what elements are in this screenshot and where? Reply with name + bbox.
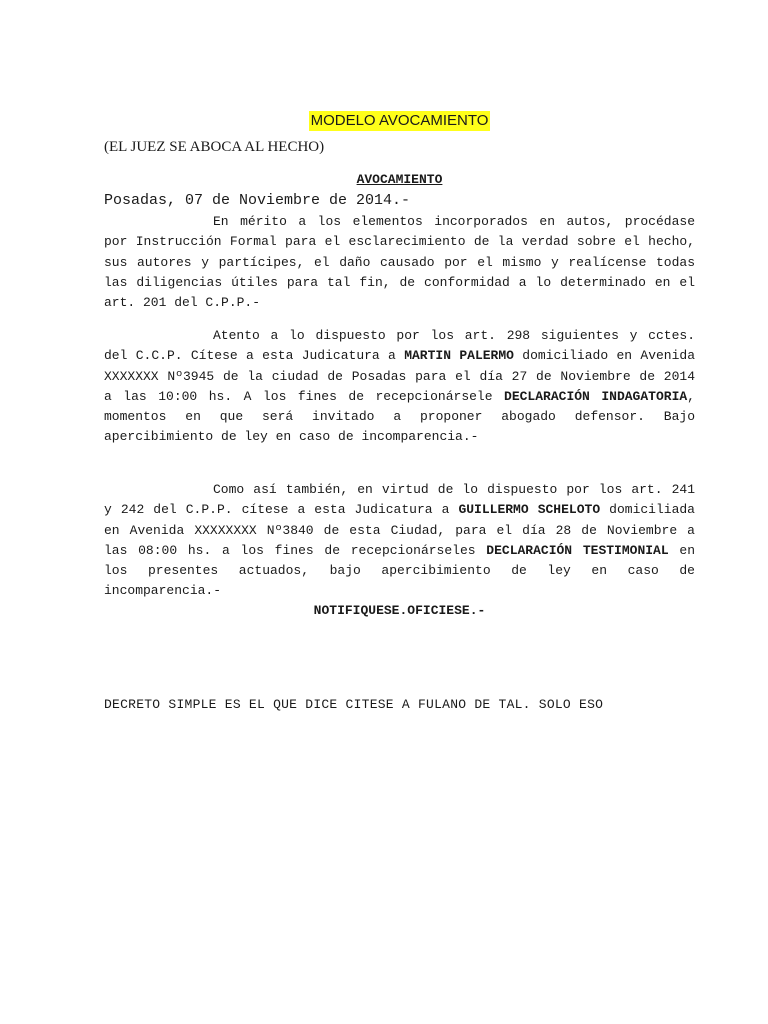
document-subtitle: (EL JUEZ SE ABOCA AL HECHO) bbox=[104, 139, 325, 155]
paragraph-3-text-1: Como así también, en virtud de lo dispuesto por los art. 241 y 242 del C.P.P. cítese a esta Judicatura a bbox=[104, 482, 695, 518]
paragraph-1: En mérito a los elementos incorporados en autos, procédase por Instrucción Formal para el esclarecimiento de la verdad sobre el hecho, sus autores y partícipes, el daño causado por el mismo y realícense todas las diligencias útiles para tal fin, de conformidad a lo determinado en el art. 201 del C.P.P.- bbox=[104, 214, 695, 310]
paragraph-3 bbox=[104, 480, 695, 602]
paragraph-3-text-3: en los presentes actuados, bajo apercibimiento de ley en caso de incomparencia.- bbox=[104, 542, 695, 599]
title-container bbox=[104, 111, 695, 131]
paragraph-2-text-3: , momentos en que será invitado a proponer abogado defensor. Bajo apercibimiento de ley en caso de incomparencia.- bbox=[104, 388, 695, 445]
paragraph-3-text-2: domiciliada en Avenida XXXXXXXX Nº3840 de esta Ciudad, para el día 28 de Noviembre a las 08:00 hs. a los fines de recepcionárseles bbox=[104, 502, 695, 558]
witness-name: GUILLERMO SCHELOTO bbox=[458, 502, 601, 518]
declaration-type-indagatoria: DECLARACIÓN INDAGATORIA bbox=[504, 388, 688, 404]
paragraph-2 bbox=[104, 326, 695, 448]
date-line: Posadas, 07 de Noviembre de 2014.- bbox=[104, 192, 411, 209]
section-heading: AVOCAMIENTO bbox=[356, 172, 443, 187]
declaration-type-testimonial: DECLARACIÓN TESTIMONIAL bbox=[486, 542, 669, 558]
paragraph-2-text-1: Atento a lo dispuesto por los art. 298 siguientes y cctes. del C.C.P. Cítese a esta Judicatura a bbox=[104, 328, 695, 364]
footnote: DECRETO SIMPLE ES EL QUE DICE CITESE A FULANO DE TAL. SOLO ESO bbox=[104, 697, 604, 712]
accused-name: MARTIN PALERMO bbox=[404, 348, 514, 364]
document-title: MODELO AVOCAMIENTO bbox=[310, 112, 489, 129]
paragraph-2-text-2: domiciliado en Avenida XXXXXXX Nº3945 de la ciudad de Posadas para el día 27 de Noviembre de 2014 a las 10:00 hs. A los fines de recepcionársele bbox=[104, 348, 696, 404]
closing-notice: NOTIFIQUESE.OFICIESE.- bbox=[313, 603, 486, 618]
